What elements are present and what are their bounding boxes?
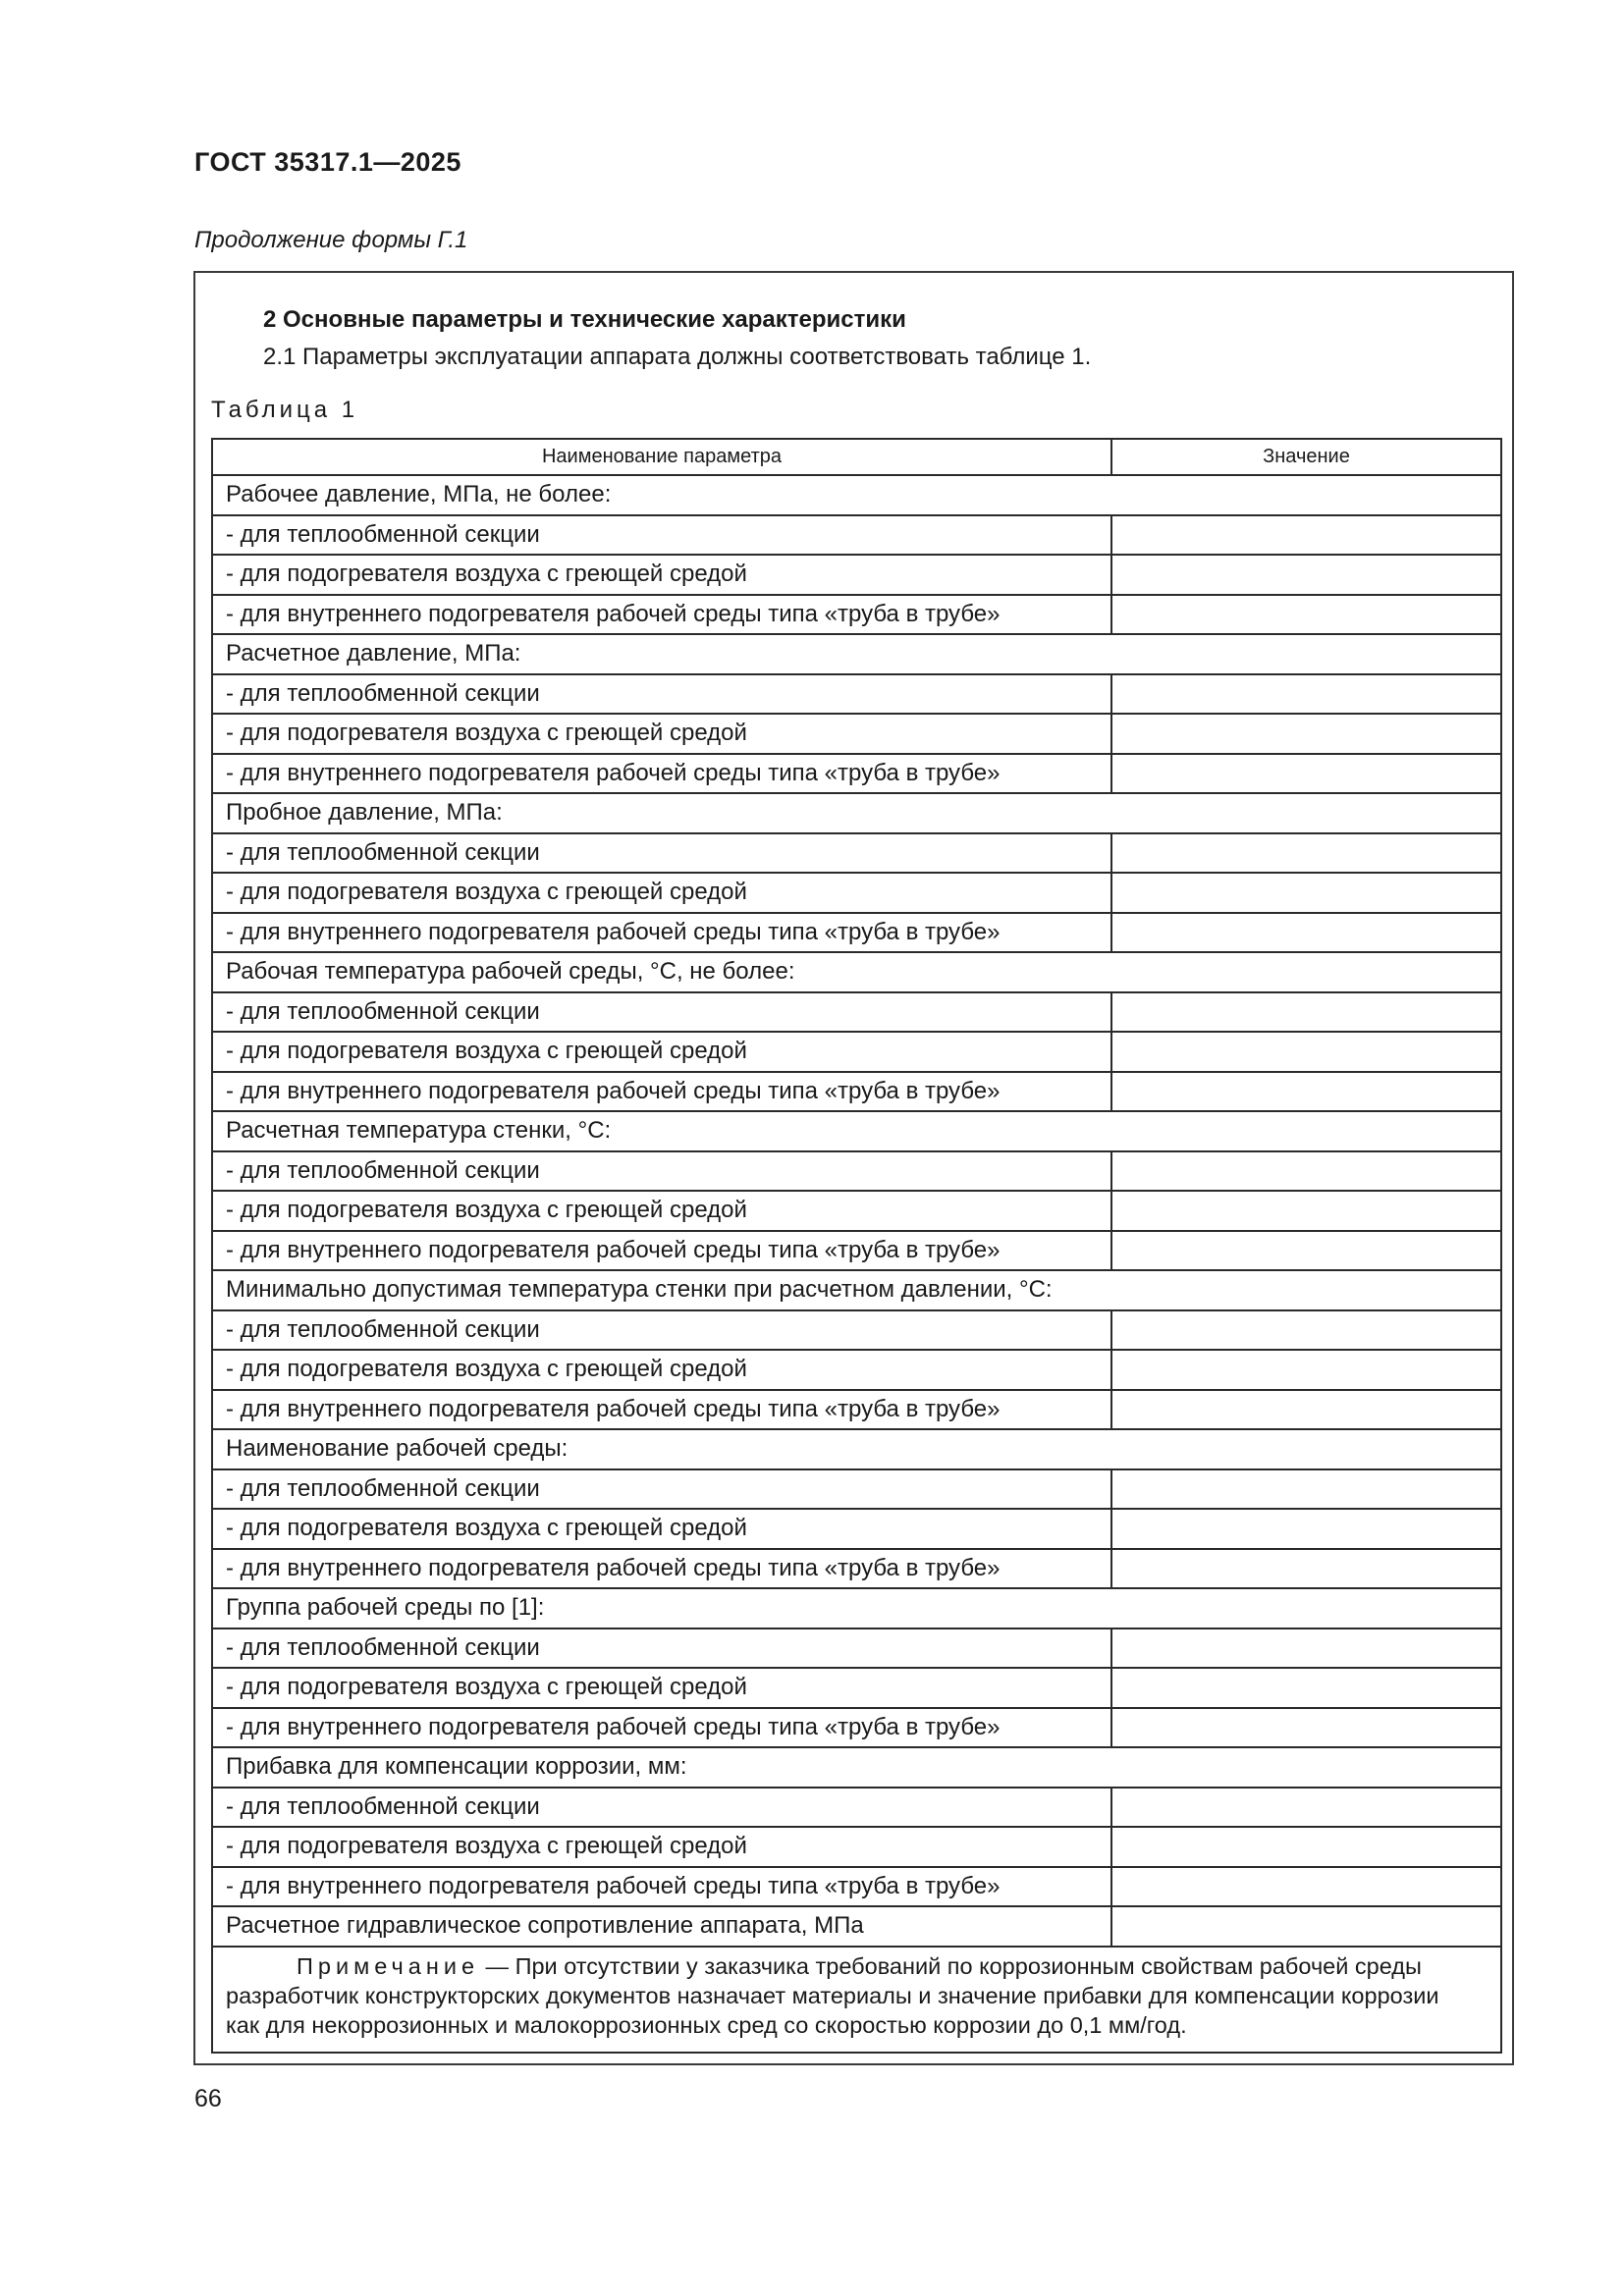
table-row: [212, 833, 1501, 874]
parameter-cell: - для внутреннего подогревателя рабочей среды типа «труба в трубе»: [212, 754, 1111, 794]
value-cell[interactable]: [1111, 555, 1501, 595]
form-continuation-label: Продолжение формы Г.1: [194, 227, 468, 253]
parameter-cell: - для подогревателя воздуха с греющей средой: [212, 1668, 1111, 1708]
value-cell[interactable]: [1111, 754, 1501, 794]
table-row: [212, 1788, 1501, 1828]
parameter-cell: - для подогревателя воздуха с греющей средой: [212, 873, 1111, 913]
value-cell[interactable]: [1111, 1072, 1501, 1112]
value-cell[interactable]: [1111, 873, 1501, 913]
table-group-row: [212, 475, 1501, 515]
table-row: [212, 1191, 1501, 1231]
value-cell[interactable]: [1111, 1191, 1501, 1231]
parameter-cell: - для теплообменной секции: [212, 1469, 1111, 1510]
value-cell[interactable]: [1111, 1708, 1501, 1748]
document-code: ГОСТ 35317.1—2025: [194, 147, 461, 177]
section-title: 2 Основные параметры и технические характеристики: [263, 306, 906, 333]
parameter-cell: - для подогревателя воздуха с греющей средой: [212, 1191, 1111, 1231]
value-cell[interactable]: [1111, 833, 1501, 874]
value-cell[interactable]: [1111, 1827, 1501, 1867]
value-cell[interactable]: [1111, 1310, 1501, 1351]
table-row: [212, 595, 1501, 635]
value-cell[interactable]: [1111, 1350, 1501, 1390]
parameter-cell: - для внутреннего подогревателя рабочей среды типа «труба в трубе»: [212, 1072, 1111, 1112]
table-row: [212, 1231, 1501, 1271]
table-row: [212, 1827, 1501, 1867]
value-cell[interactable]: [1111, 1788, 1501, 1828]
parameter-cell: - для теплообменной секции: [212, 992, 1111, 1033]
table-group-row: [212, 1429, 1501, 1469]
group-label-cell: Наименование рабочей среды:: [212, 1429, 1501, 1469]
table-group-row: [212, 1588, 1501, 1629]
value-cell[interactable]: [1111, 1549, 1501, 1589]
table-row: [212, 1867, 1501, 1907]
value-cell[interactable]: [1111, 674, 1501, 715]
table-group-row: [212, 1270, 1501, 1310]
note-line: [226, 1951, 1487, 1981]
group-label-cell: Рабочая температура рабочей среды, °С, не более:: [212, 952, 1501, 992]
table-group-row: [212, 793, 1501, 833]
parameter-cell: - для внутреннего подогревателя рабочей среды типа «труба в трубе»: [212, 1231, 1111, 1271]
table-row: [212, 1906, 1501, 1947]
table-row: [212, 1629, 1501, 1669]
value-cell[interactable]: [1111, 992, 1501, 1033]
note-label: Примечание: [297, 1952, 480, 1979]
parameter-cell: - для подогревателя воздуха с греющей средой: [212, 1509, 1111, 1549]
group-label-cell: Расчетная температура стенки, °С:: [212, 1111, 1501, 1151]
table-caption: Таблица 1: [211, 397, 359, 423]
parameter-cell: - для внутреннего подогревателя рабочей среды типа «труба в трубе»: [212, 1708, 1111, 1748]
parameter-cell: - для внутреннего подогревателя рабочей среды типа «труба в трубе»: [212, 1390, 1111, 1430]
table-row: [212, 1310, 1501, 1351]
section-text: 2.1 Параметры эксплуатации аппарата должны соответствовать таблице 1.: [263, 344, 1092, 370]
table-row: [212, 1151, 1501, 1192]
table-body: [212, 475, 1501, 1947]
group-label-cell: Группа рабочей среды по [1]:: [212, 1588, 1501, 1629]
page-number: 66: [194, 2085, 222, 2112]
value-cell[interactable]: [1111, 1906, 1501, 1947]
parameter-cell: - для подогревателя воздуха с греющей средой: [212, 555, 1111, 595]
parameter-cell: - для внутреннего подогревателя рабочей среды типа «труба в трубе»: [212, 913, 1111, 953]
table-group-row: [212, 634, 1501, 674]
value-cell[interactable]: [1111, 1151, 1501, 1192]
parameter-cell: - для теплообменной секции: [212, 515, 1111, 556]
value-cell[interactable]: [1111, 1668, 1501, 1708]
table-row: [212, 1549, 1501, 1589]
value-cell[interactable]: [1111, 1629, 1501, 1669]
parameter-cell: - для подогревателя воздуха с греющей средой: [212, 714, 1111, 754]
parameter-cell: - для теплообменной секции: [212, 1788, 1111, 1828]
table-row: [212, 555, 1501, 595]
column-header-value: Значение: [1111, 439, 1501, 475]
table-note: [212, 1947, 1501, 2053]
value-cell[interactable]: [1111, 1867, 1501, 1907]
value-cell[interactable]: [1111, 714, 1501, 754]
table-row: [212, 1509, 1501, 1549]
value-cell[interactable]: [1111, 1509, 1501, 1549]
parameter-cell: - для теплообменной секции: [212, 1629, 1111, 1669]
parameter-cell: - для теплообменной секции: [212, 1310, 1111, 1351]
table-row: [212, 674, 1501, 715]
value-cell[interactable]: [1111, 1032, 1501, 1072]
group-label-cell: Пробное давление, МПа:: [212, 793, 1501, 833]
value-cell[interactable]: [1111, 1469, 1501, 1510]
note-line: как для некоррозионных и малокоррозионных сред со скоростью коррозии до 0,1 мм/год.: [226, 2011, 1187, 2038]
parameter-cell: - для подогревателя воздуха с греющей средой: [212, 1827, 1111, 1867]
parameter-cell: - для теплообменной секции: [212, 674, 1111, 715]
value-cell[interactable]: [1111, 913, 1501, 953]
parameter-cell: - для теплообменной секции: [212, 1151, 1111, 1192]
group-label-cell: Прибавка для компенсации коррозии, мм:: [212, 1747, 1501, 1788]
table-row: [212, 1350, 1501, 1390]
note-dash: —: [479, 1952, 515, 1979]
table-group-row: [212, 952, 1501, 992]
table-row: [212, 1469, 1501, 1510]
table-row: [212, 992, 1501, 1033]
table-row: [212, 1390, 1501, 1430]
table-row: [212, 873, 1501, 913]
group-label-cell: Расчетное давление, МПа:: [212, 634, 1501, 674]
table-row: [212, 714, 1501, 754]
table-note-row: [212, 1947, 1501, 2053]
table-row: [212, 1668, 1501, 1708]
table-group-row: [212, 1111, 1501, 1151]
parameter-cell: - для подогревателя воздуха с греющей средой: [212, 1032, 1111, 1072]
value-cell[interactable]: [1111, 595, 1501, 635]
parameter-cell: Расчетное гидравлическое сопротивление аппарата, МПа: [212, 1906, 1111, 1947]
column-header-parameter: Наименование параметра: [212, 439, 1111, 475]
group-label-cell: Минимально допустимая температура стенки при расчетном давлении, °С:: [212, 1270, 1501, 1310]
table-header-row: [212, 439, 1501, 475]
table-group-row: [212, 1747, 1501, 1788]
parameter-cell: - для внутреннего подогревателя рабочей среды типа «труба в трубе»: [212, 595, 1111, 635]
value-cell[interactable]: [1111, 1231, 1501, 1271]
parameter-cell: - для подогревателя воздуха с греющей средой: [212, 1350, 1111, 1390]
table-row: [212, 515, 1501, 556]
table-row: [212, 754, 1501, 794]
parameters-table: [211, 438, 1502, 2054]
value-cell[interactable]: [1111, 515, 1501, 556]
note-text: При отсутствии у заказчика требований по коррозионным свойствам рабочей среды: [514, 1952, 1422, 1979]
table-row: [212, 1072, 1501, 1112]
table-row: [212, 1708, 1501, 1748]
note-line: разработчик конструкторских документов назначает материалы и значение прибавки для компенсации коррозии: [226, 1982, 1439, 2008]
parameter-cell: - для внутреннего подогревателя рабочей среды типа «труба в трубе»: [212, 1549, 1111, 1589]
value-cell[interactable]: [1111, 1390, 1501, 1430]
parameter-cell: - для теплообменной секции: [212, 833, 1111, 874]
table-row: [212, 913, 1501, 953]
group-label-cell: Рабочее давление, МПа, не более:: [212, 475, 1501, 515]
table-row: [212, 1032, 1501, 1072]
parameter-cell: - для внутреннего подогревателя рабочей среды типа «труба в трубе»: [212, 1867, 1111, 1907]
